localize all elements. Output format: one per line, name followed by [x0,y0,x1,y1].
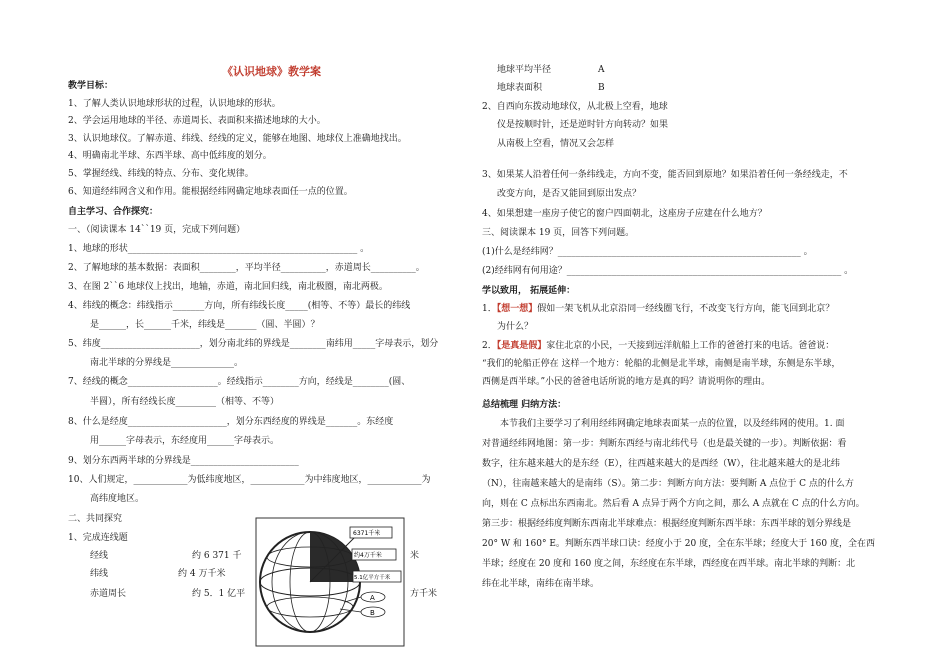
question-10b: 高纬度地区。 [90,494,145,504]
match-cont-item: 地球表面积 [497,83,543,93]
part1-heading: 一、（阅读课本 14``19 页，完成下列问题） [68,225,246,235]
read-question-1: (1)什么是经纬网？______________________________________________________ 。 [482,247,813,257]
match-mid-item: 约 4 万千米 [178,569,226,579]
question-4a: 4、纬线的概念：纬线指示_______方向，所有纬线长度_____(相等、不等）最长的纬线 [68,301,411,311]
match-left-item: 赤道周长 [90,589,127,599]
question-4b: 是______，长______千米，纬线是_______（圆、半圆）？ [90,320,320,330]
goal-item: 1、了解人类认识地球形状的过程，认识地球的形状。 [68,99,281,109]
apply-item-1: 1．【想一想】假如一架飞机从北京沿同一经线圈飞行，不改变飞行方向，能飞回到北京？ [482,304,835,314]
match-left-item: 经线 [90,551,109,561]
question-10a: 10、人们规定，____________为低纬度地区，____________为中纬度地区，____________为 [68,475,431,485]
question-9: 9、划分东西两半球的分界线是________________________ [68,456,299,466]
summary-line: 对普通经纬网地图：第一步：判断东西经与南北纬代号（也是最关键的一步）。判断依据：看 [482,439,847,449]
match-title: 1、完成连线题 [68,533,128,543]
page-title: 《认识地球》教学案 [222,65,321,78]
summary-line: 半球；经度在 20 度和 160 度之间，东经度在东半球，西经度在西半球。南北半球的判断：北 [482,559,856,569]
globe-label-b: B [370,609,375,617]
summary-line: （N），往南越来越大的是南纬（S）。第二步：判断方向方法：要判断 A 点位于 C 点的什么方 [482,479,854,489]
summary-line: 本节我们主要学习了利用经纬网确定地球表面某一点的位置，以及经纬网的使用。1. 面 [500,419,845,429]
right-q2-line: 从南极上空看，情况又会怎样 [497,139,615,149]
right-q3-line: 改变方向，是否又能回到原出发点？ [497,189,642,199]
match-cont-letter: B [598,83,605,93]
match-cont-item: 地球平均半径 [497,65,552,75]
summary-line: 纬在北半球，南纬在南半球。 [482,579,600,589]
right-q2-line: 2、自西向东拨动地球仪，从北极上空看，地球 [482,102,668,112]
summary-line: 第三步：根据经纬度判断东西南北半球难点：根据经度判断东西半球：东西半球的划分界线是 [482,519,852,529]
match-right-item: 方千米 [410,589,438,599]
goal-item: 6、知道经纬网含义和作用。能根据经纬网确定地球表面任一点的位置。 [68,187,353,197]
question-3: 3、在图 2``6 地球仪上找出，地轴，赤道，南北回归线，南北极圈，南北两极。 [68,282,388,292]
globe-figure [255,517,405,647]
question-1: 1、地球的形状___________________________________________________ 。 [68,244,370,254]
question-7a: 7、经线的概念____________________。经线指示________方向，经线是________(圆、 [68,377,411,387]
question-8a: 8、什么是经度______________________，划分东西经度的界线是_______。东经度 [68,417,394,427]
apply-item-2-line: 西侧是西半球。”小民的爸爸电话所说的地方是真的吗？请说明你的理由。 [482,377,771,387]
globe-label-a: A [370,594,375,602]
apply-heading: 学以致用， 拓展延伸： [482,286,576,296]
match-mid-item: 约 6 371 千 [192,551,242,561]
goal-item: 2、学会运用地球的半径、赤道周长、表面积来描述地球的大小。 [68,116,326,126]
self-study-heading: 自主学习、合作探究： [68,207,159,217]
apply-item-1-end: 为什么？ [497,322,534,332]
globe-label-area: 5.1亿平方千米 [354,575,391,581]
match-left-item: 纬线 [90,569,109,579]
right-q2-line: 仪是按顺时针，还是逆时针方向转动？如果 [497,120,669,130]
apply-item-2: 2．【是真是假】家住北京的小民，一天接到远洋航船上工作的爸爸打来的电话。爸爸说： [482,341,835,351]
read-question-2: (2)经纬网有何用途？_____________________________________________________________ 。 [482,266,854,276]
question-7b: 半圆），所有经线长度_________（相等、不等） [90,397,280,407]
goal-item: 3、认识地球仪。了解赤道、纬线、经线的定义，能够在地图、地球仪上准确地找出。 [68,134,407,144]
goal-item: 5、掌握经线、纬线的特点、分布、变化规律。 [68,169,254,179]
part2-heading: 二、共同探究 [68,514,123,524]
match-mid-item: 约 5．1 亿平 [192,589,246,599]
question-8b: 用______字母表示，东经度用______字母表示。 [90,436,280,446]
globe-label-radius: 6371千米 [353,530,381,537]
apply-item-2-line: “我们的轮船正停在 这样一个地方：轮船的北侧是北半球，南侧是南半球，东侧是东半球， [482,359,841,369]
summary-line: 向，则在 C 点标出东西南北。然后看 A 点异于两个方向之间，那么 A 点就在 C 点的什么方向。 [482,499,865,509]
summary-line: 20° W 和 160° E。判断东西半球口诀：经度小于 20 度，全在东半球；经度大于 160 度，全在西 [482,539,875,549]
question-2: 2、了解地球的基本数据：表面积________，平均半径__________，赤道周长__________。 [68,263,425,273]
right-q4: 4、如果想建一座房子使它的窗户四面朝北，这座房子应建在什么地方？ [482,209,767,219]
goals-heading: 教学目标： [68,81,114,91]
match-cont-letter: A [598,65,605,75]
question-5b: 南北半球的分界线是______________。 [90,358,244,368]
summary-heading: 总结梳理 归纳方法： [482,400,567,410]
part3-heading: 三、阅读课本 19 页，回答下列问题。 [482,228,635,238]
question-5a: 5、纬度______________________，划分南北纬的界线是________南纬用_____字母表示，划分 [68,339,439,349]
right-q3-line: 3、如果某人沿着任何一条纬线走，方向不变，能否回到原地？如果沿着任何一条经线走，不 [482,170,848,180]
match-right-item: 米 [410,551,420,561]
globe-label-circumference: 约4万千米 [354,552,382,559]
goal-item: 4、明确南北半球、东西半球、高中低纬度的划分。 [68,151,272,161]
summary-line: 数字，往东越来越大的是东经（E），往西越来越大的是西经（W），往北越来越大的是北纬 [482,459,840,469]
